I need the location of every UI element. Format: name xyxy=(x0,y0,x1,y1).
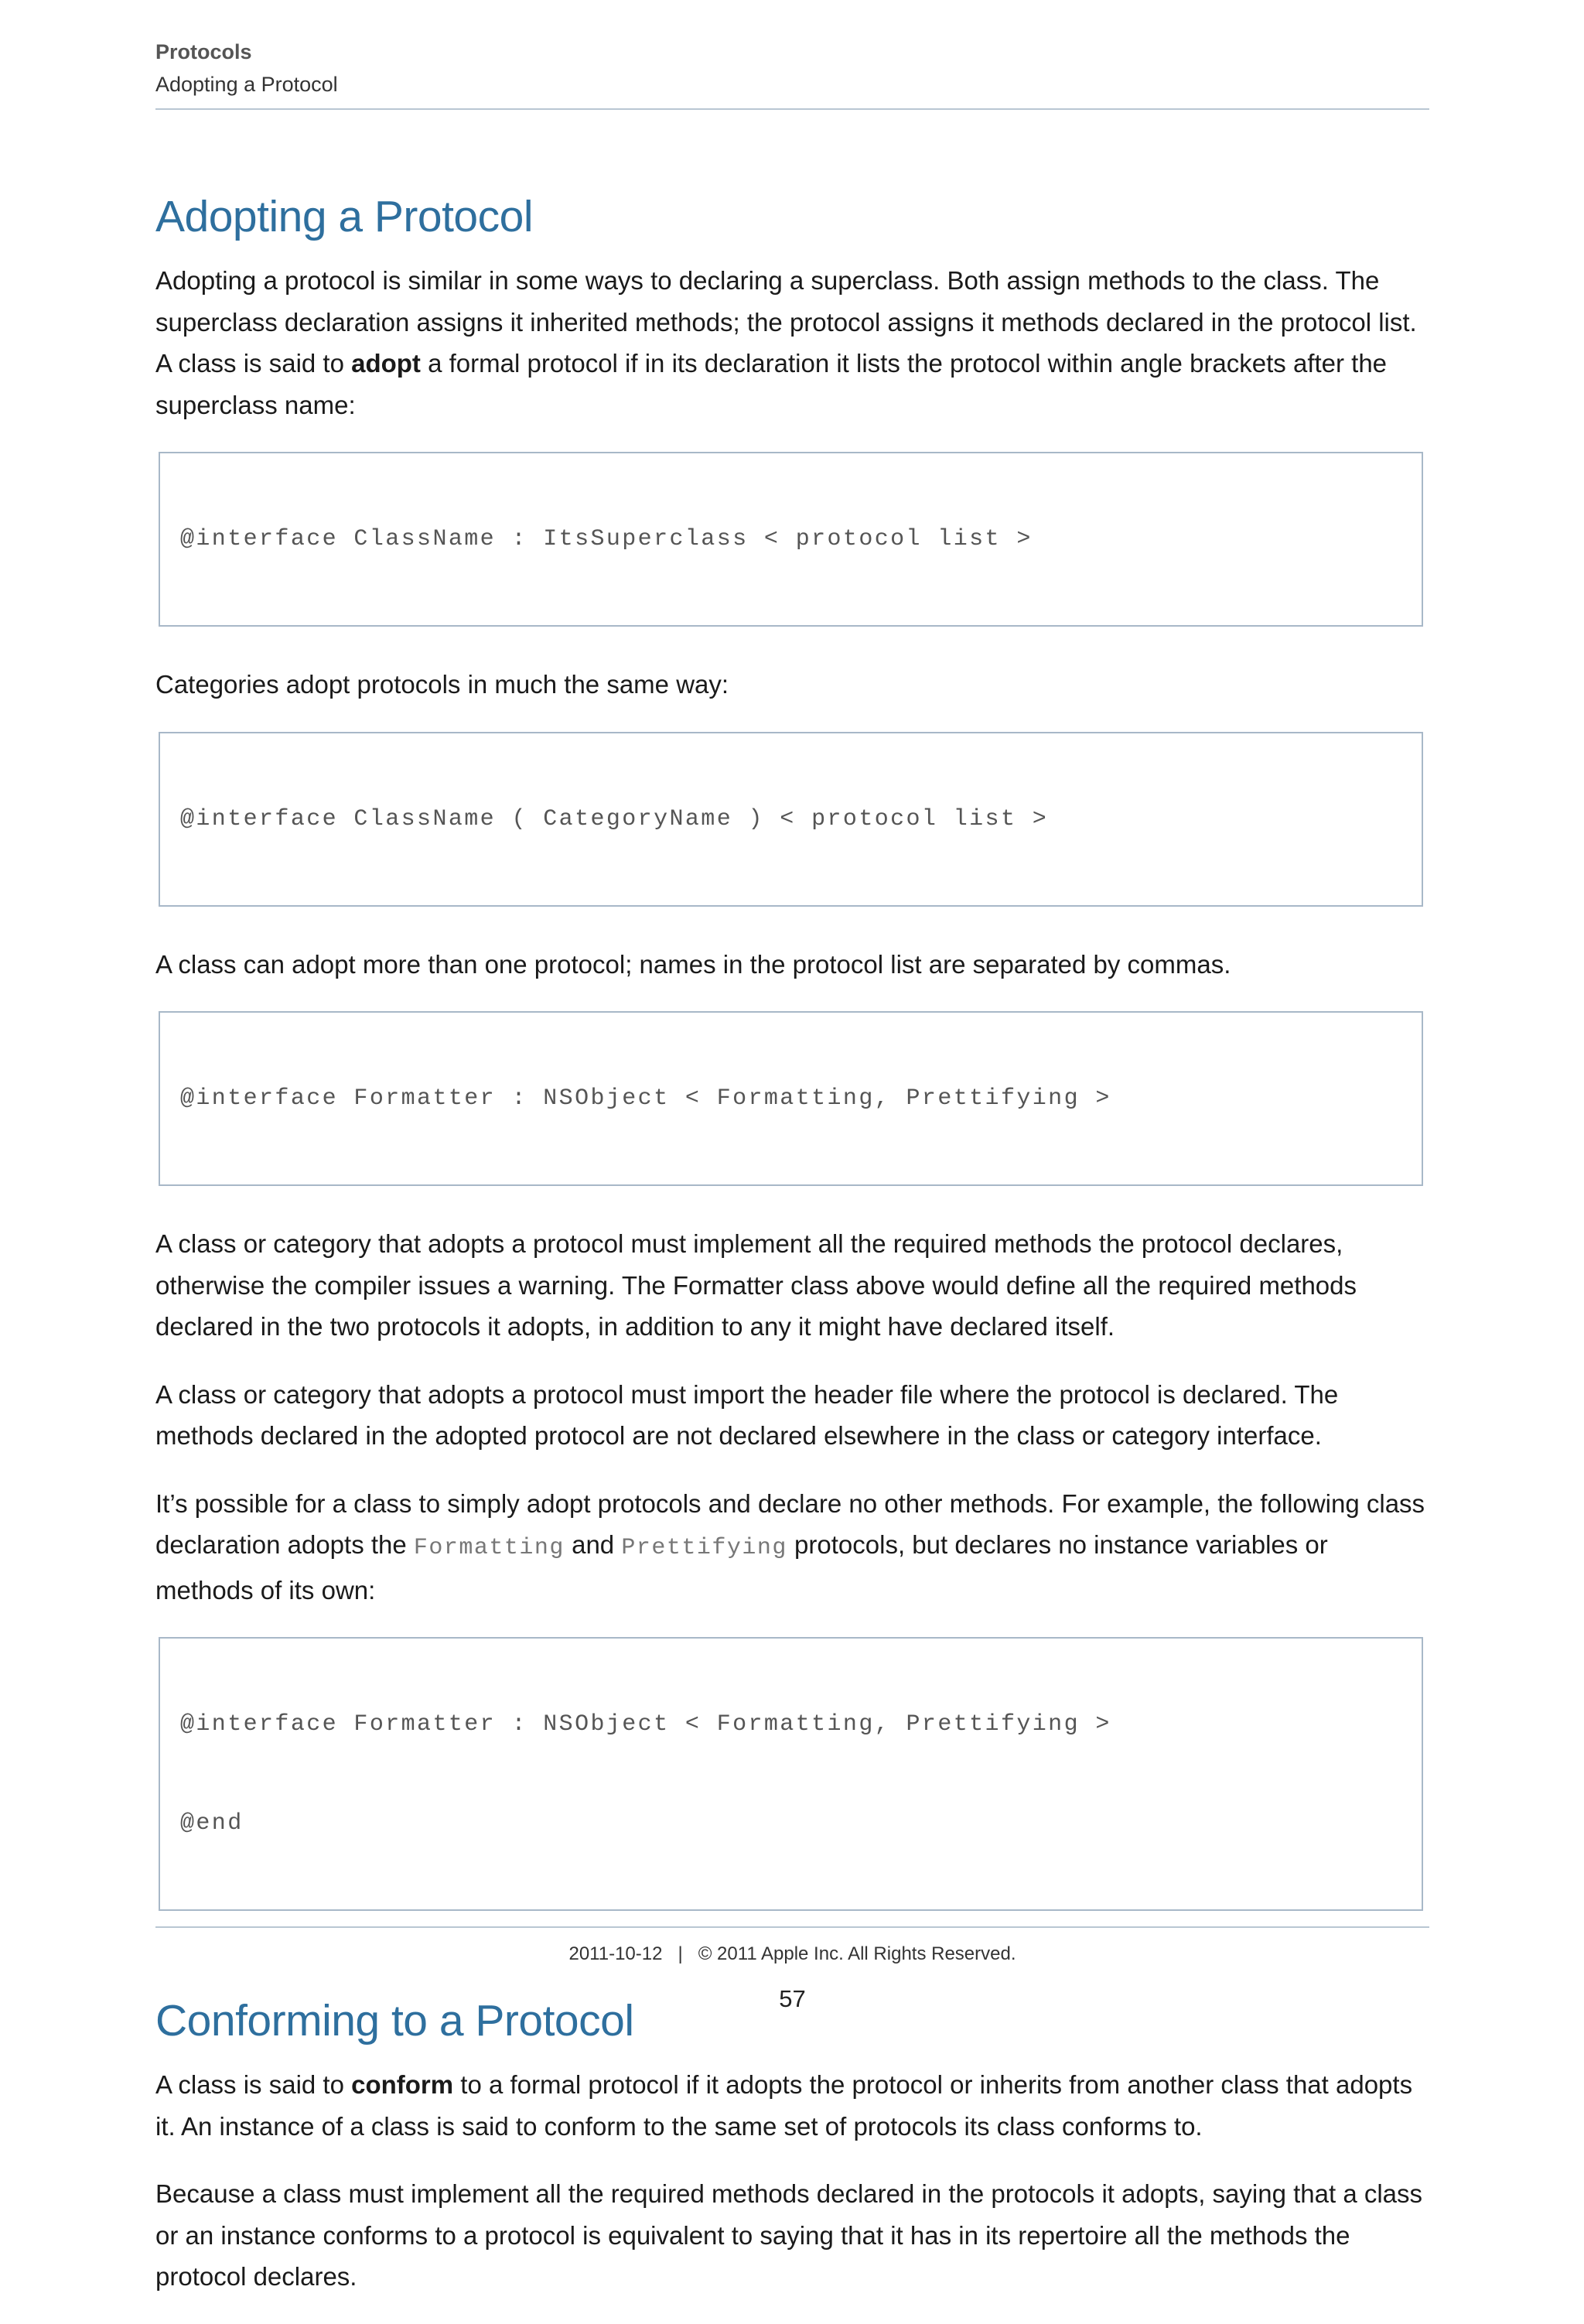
code-line: @interface Formatter : NSObject < Formatting, Prettifying > xyxy=(180,1085,1111,1112)
code-block-formatter-declaration xyxy=(159,1011,1423,1186)
paragraph-text: It’s possible for a class to simply adopt protocols and declare no other methods. For example, the following class declaration adopts the xyxy=(155,1488,1425,1559)
paragraph-text: A class is said to xyxy=(155,2070,352,2099)
footer-separator: | xyxy=(678,1943,683,1964)
heading-adopting-a-protocol: Adopting a Protocol xyxy=(155,192,533,241)
footer-line xyxy=(155,1942,1429,1967)
page-footer xyxy=(155,1926,1429,2015)
paragraph-text: Adopting a protocol is similar in some ways to declaring a superclass. Both assign methods to the class. The superclass declaration assigns it inherited methods; the protocol assigns it methods declared in the protocol list. A class is said to xyxy=(155,266,1417,378)
footer-date: 2011-10-12 xyxy=(568,1943,663,1964)
paragraph-conform-equivalence: Because a class must implement all the required methods declared in the protocols it adopts, saying that a class or an instance conforms to a protocol is equivalent to saying that it has in its repertoire all the methods the protocol declares. xyxy=(155,2179,1423,2291)
paragraph-required-methods: A class or category that adopts a protocol must implement all the required methods the protocol declares, otherwise the compiler issues a warning. The Formatter class above would define all the required methods declared in the two protocols it adopts, in addition to any it might have declared itself. xyxy=(155,1229,1357,1341)
paragraph-simple-adoption xyxy=(155,1483,1429,1611)
term-conform: conform xyxy=(351,2070,454,2099)
paragraph-multiple-protocols: A class can adopt more than one protocol; names in the protocol list are separated by commas. xyxy=(155,949,1231,979)
code-inline-formatting: Formatting xyxy=(413,1535,565,1561)
code-line: @interface ClassName ( CategoryName ) < protocol list > xyxy=(180,805,1049,832)
paragraph-text: to a formal protocol if it adopts the protocol or inherits from another class that adopts it. An instance of a class is said to conform to the same set of protocols its class conforms to. xyxy=(155,2070,1413,2141)
code-inline-prettifying: Prettifying xyxy=(621,1535,787,1561)
paragraph-text: a formal protocol if in its declaration it lists the protocol within angle brackets after the superclass name: xyxy=(155,349,1388,419)
code-block-superclass-declaration xyxy=(159,452,1423,627)
paragraph-text: and xyxy=(564,1530,622,1559)
term-adopt: adopt xyxy=(351,349,421,378)
code-line: @interface Formatter : NSObject < Formatting, Prettifying > xyxy=(180,1711,1111,1738)
paragraph-categories: Categories adopt protocols in much the same way: xyxy=(155,670,729,699)
chapter-title: Protocols xyxy=(155,40,252,63)
heading-conforming-to-a-protocol: Conforming to a Protocol xyxy=(155,1996,634,2045)
section-title: Adopting a Protocol xyxy=(155,73,338,96)
code-block-formatter-interface xyxy=(159,1637,1423,1911)
code-line: @end xyxy=(180,1810,244,1837)
code-line: @interface ClassName : ItsSuperclass < protocol list > xyxy=(180,526,1033,552)
paragraph-text: protocols, but declares no instance variables or methods of its own: xyxy=(155,1530,1328,1605)
code-block-category-declaration xyxy=(159,732,1423,907)
footer-copyright: © 2011 Apple Inc. All Rights Reserved. xyxy=(698,1943,1016,1964)
page-number: 57 xyxy=(779,1985,806,2012)
paragraph-import-header: A class or category that adopts a protocol must import the header file where the protocol is declared. The methods declared in the adopted protocol are not declared elsewhere in the class or category interface. xyxy=(155,1379,1339,1450)
paragraph-adopting-intro xyxy=(155,260,1429,425)
document-page xyxy=(155,0,1429,2291)
paragraph-conform-definition xyxy=(155,2064,1429,2147)
running-header xyxy=(155,37,1429,110)
